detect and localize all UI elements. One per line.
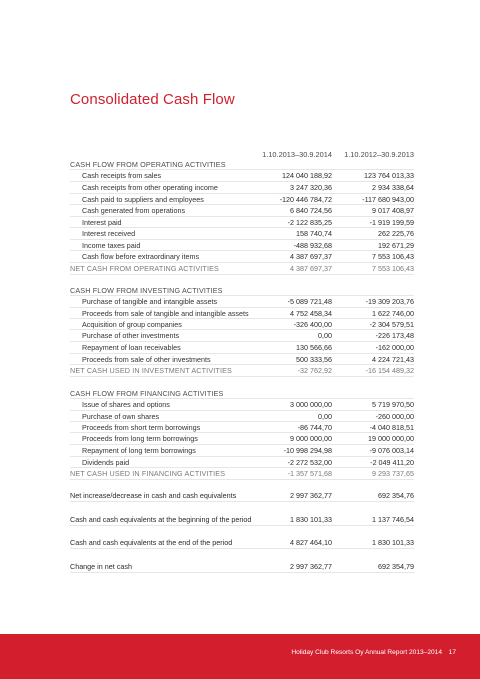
table-row [0,229,480,239]
value-2013: 19 000 000,00 [368,434,414,443]
section-total-row [0,264,480,274]
row-label: Proceeds from sale of tangible and intangible assets [82,309,249,318]
row-divider [70,421,414,422]
value-2013: 1 137 746,54 [372,515,414,524]
value-2013: 123 764 013,33 [364,171,414,180]
row-divider [70,169,414,170]
row-label: Proceeds from long term borrowings [82,434,198,443]
value-2014: 1 830 101,33 [290,515,332,524]
value-2014: 4 387 697,37 [290,252,332,261]
value-2013: -226 173,48 [375,331,414,340]
value-2014: 6 840 724,56 [290,206,332,215]
table-row [0,297,480,307]
value-2013: 4 224 721,43 [372,355,414,364]
row-divider [70,193,414,194]
row-divider [70,262,414,263]
table-row [0,562,480,572]
row-label: Purchase of other investments [82,331,180,340]
row-label: CASH FLOW FROM FINANCING ACTIVITIES [70,389,224,398]
value-2014: -488 932,68 [293,241,332,250]
value-2013: -2 049 411,20 [370,458,414,467]
row-label: Cash paid to suppliers and employees [82,195,204,204]
footer-report-title: Holiday Club Resorts Oy Annual Report 2013–2014 [291,649,442,656]
row-divider [70,329,414,330]
column-header-2014: 1.10.2013–30.9.2014 [262,150,332,159]
row-divider [70,341,414,342]
value-2013: -4 040 818,51 [369,423,414,432]
value-2014: 158 740,74 [296,229,332,238]
value-2014: -86 744,70 [297,423,332,432]
table-row [0,183,480,193]
value-2014: 0,00 [318,331,332,340]
row-divider [70,376,414,377]
row-divider [70,501,414,502]
value-2014: -120 446 784,72 [279,195,332,204]
value-2014: 124 040 188,92 [282,171,332,180]
value-2013: -2 304 579,51 [369,320,414,329]
value-2013: 9 017 408,97 [372,206,414,215]
row-divider [70,572,414,573]
value-2014: 4 387 697,37 [290,264,332,273]
value-2013: 692 354,76 [378,491,414,500]
row-label: Proceeds from sale of other investments [82,355,211,364]
row-divider [70,216,414,217]
value-2014: 130 566,66 [296,343,332,352]
row-label: Interest received [82,229,136,238]
table-row [0,331,480,341]
value-2013: -260 000,00 [375,412,414,421]
row-label: Acquisition of group companies [82,320,182,329]
value-2013: 192 671,29 [378,241,414,250]
row-divider [70,295,414,296]
row-label: Cash and cash equivalents at the beginning of the period [70,515,252,524]
value-2014: 4 752 458,34 [290,309,332,318]
row-label: CASH FLOW FROM INVESTING ACTIVITIES [70,286,223,295]
value-2014: 2 997 362,77 [290,562,332,571]
table-row [0,252,480,262]
value-2014: 3 000 000,00 [290,400,332,409]
value-2014: -32 762,92 [297,366,332,375]
row-divider [70,525,414,526]
row-divider [70,307,414,308]
row-label: Repayment of long term borrowings [82,446,196,455]
value-2014: 3 247 320,36 [290,183,332,192]
row-label: Cash generated from operations [82,206,186,215]
value-2014: 4 827 464,10 [290,538,332,547]
row-divider [70,274,414,275]
row-label: Income taxes paid [82,241,141,250]
row-divider [70,479,414,480]
row-label: Dividends paid [82,458,130,467]
value-2013: -19 309 203,76 [365,297,414,306]
value-2013: 5 719 970,50 [372,400,414,409]
row-label: Cash receipts from other operating income [82,183,218,192]
row-label: Cash receipts from sales [82,171,162,180]
value-2013: -16 154 489,32 [365,366,414,375]
row-divider [70,444,414,445]
value-2014: -2 272 532,00 [287,458,332,467]
section-total-row [0,469,480,479]
row-label: Proceeds from short term borrowings [82,423,201,432]
page-number: 17 [448,649,456,656]
row-label: Cash flow before extraordinary items [82,252,200,261]
value-2013: 262 225,76 [378,229,414,238]
row-label: Repayment of loan receivables [82,343,181,352]
row-label: Net increase/decrease in cash and cash equivalents [70,491,237,500]
column-header-2013: 1.10.2012–30.9.2013 [344,150,414,159]
table-row [0,491,480,501]
row-label: Change in net cash [70,562,132,571]
value-2013: -117 680 943,00 [362,195,414,204]
row-divider [70,239,414,240]
row-label: NET CASH USED IN INVESTMENT ACTIVITIES [70,366,232,375]
row-divider [70,364,414,365]
value-2013: 692 354,79 [378,562,414,571]
value-2014: -1 357 571,68 [287,469,332,478]
table-row [0,343,480,353]
value-2013: -1 919 199,59 [369,218,414,227]
row-label: Issue of shares and options [82,400,170,409]
table-row [0,171,480,181]
row-divider [70,250,414,251]
row-divider [70,227,414,228]
row-label: Cash and cash equivalents at the end of the period [70,538,233,547]
row-label: Purchase of own shares [82,412,160,421]
row-divider [70,318,414,319]
table-row [0,446,480,456]
value-2014: -10 998 294,98 [283,446,332,455]
row-divider [70,467,414,468]
row-divider [70,398,414,399]
row-label: CASH FLOW FROM OPERATING ACTIVITIES [70,160,226,169]
value-2013: -9 076 003,14 [369,446,414,455]
row-label: NET CASH USED IN FINANCING ACTIVITIES [70,469,226,478]
row-divider [70,181,414,182]
row-label: NET CASH FROM OPERATING ACTIVITIES [70,264,219,273]
row-label: Purchase of tangible and intangible assets [82,297,218,306]
table-row [0,515,480,525]
value-2014: 2 997 362,77 [290,491,332,500]
row-divider [70,432,414,433]
value-2014: 500 333,56 [296,355,332,364]
value-2013: 1 830 101,33 [372,538,414,547]
value-2014: -2 122 835,25 [287,218,332,227]
row-divider [70,410,414,411]
value-2014: -326 400,00 [293,320,332,329]
table-row [0,400,480,410]
value-2014: 9 000 000,00 [290,434,332,443]
value-2013: 7 553 106,43 [372,252,414,261]
row-label: Interest paid [82,218,122,227]
row-divider [70,353,414,354]
footer-bar [0,634,480,679]
row-divider [70,456,414,457]
page-title: Consolidated Cash Flow [70,91,235,108]
value-2013: 7 553 106,43 [372,264,414,273]
value-2014: 0,00 [318,412,332,421]
table-row [0,538,480,548]
value-2014: -5 089 721,48 [287,297,332,306]
table-row [0,434,480,444]
row-divider [70,204,414,205]
value-2013: 2 934 338,64 [372,183,414,192]
value-2013: -162 000,00 [375,343,414,352]
value-2013: 1 622 746,00 [372,309,414,318]
table-row [0,206,480,216]
section-total-row [0,366,480,376]
value-2013: 9 293 737,65 [372,469,414,478]
row-divider [70,548,414,549]
